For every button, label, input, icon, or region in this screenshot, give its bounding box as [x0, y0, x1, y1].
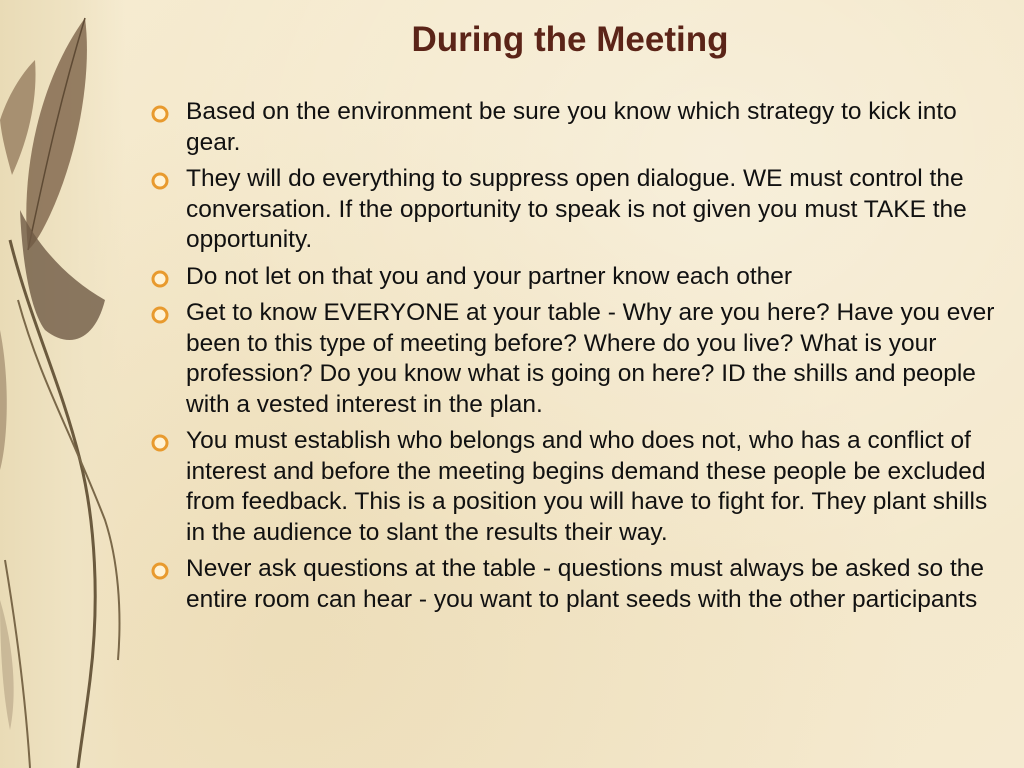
bullet-text: Based on the environment be sure you know which strategy to kick into gear. — [186, 98, 957, 156]
slide-title: During the Meeting — [411, 20, 729, 59]
bullet-list — [150, 97, 1000, 621]
orange-ring-bullet-icon — [150, 171, 170, 191]
orange-ring-bullet-icon — [150, 433, 170, 453]
orange-ring-bullet-icon — [150, 305, 170, 325]
bullet-item — [150, 262, 1000, 293]
orange-ring-bullet-icon — [150, 269, 170, 289]
bullet-text: Never ask questions at the table - questions must always be asked so the entire room can hear - you want to plant seeds with the other participants — [186, 555, 985, 613]
orange-ring-bullet-icon — [150, 104, 170, 124]
bullet-text: Get to know EVERYONE at your table - Why are you here? Have you ever been to this type of meeting before? Where do you live? What is your profession? Do you know what is going on here? ID the shills and people with a vested interest in the plan. — [186, 299, 995, 418]
bullet-item — [150, 164, 1000, 256]
bullet-item — [150, 97, 1000, 158]
bullet-text: Do not let on that you and your partner know each other — [186, 262, 793, 290]
bullet-text: You must establish who belongs and who does not, who has a conflict of interest and before the meeting begins demand these people be excluded from feedback. This is a position you will have to fight for. They plant shills in the audience to slant the results their way. — [186, 427, 988, 546]
dried-leaf-stem-icon — [0, 0, 140, 768]
bullet-item — [150, 426, 1000, 548]
bullet-item — [150, 554, 1000, 615]
bullet-item — [150, 298, 1000, 420]
bullet-text: They will do everything to suppress open dialogue. WE must control the conversation. If the opportunity to speak is not given you must TAKE the opportunity. — [186, 165, 967, 253]
orange-ring-bullet-icon — [150, 561, 170, 581]
